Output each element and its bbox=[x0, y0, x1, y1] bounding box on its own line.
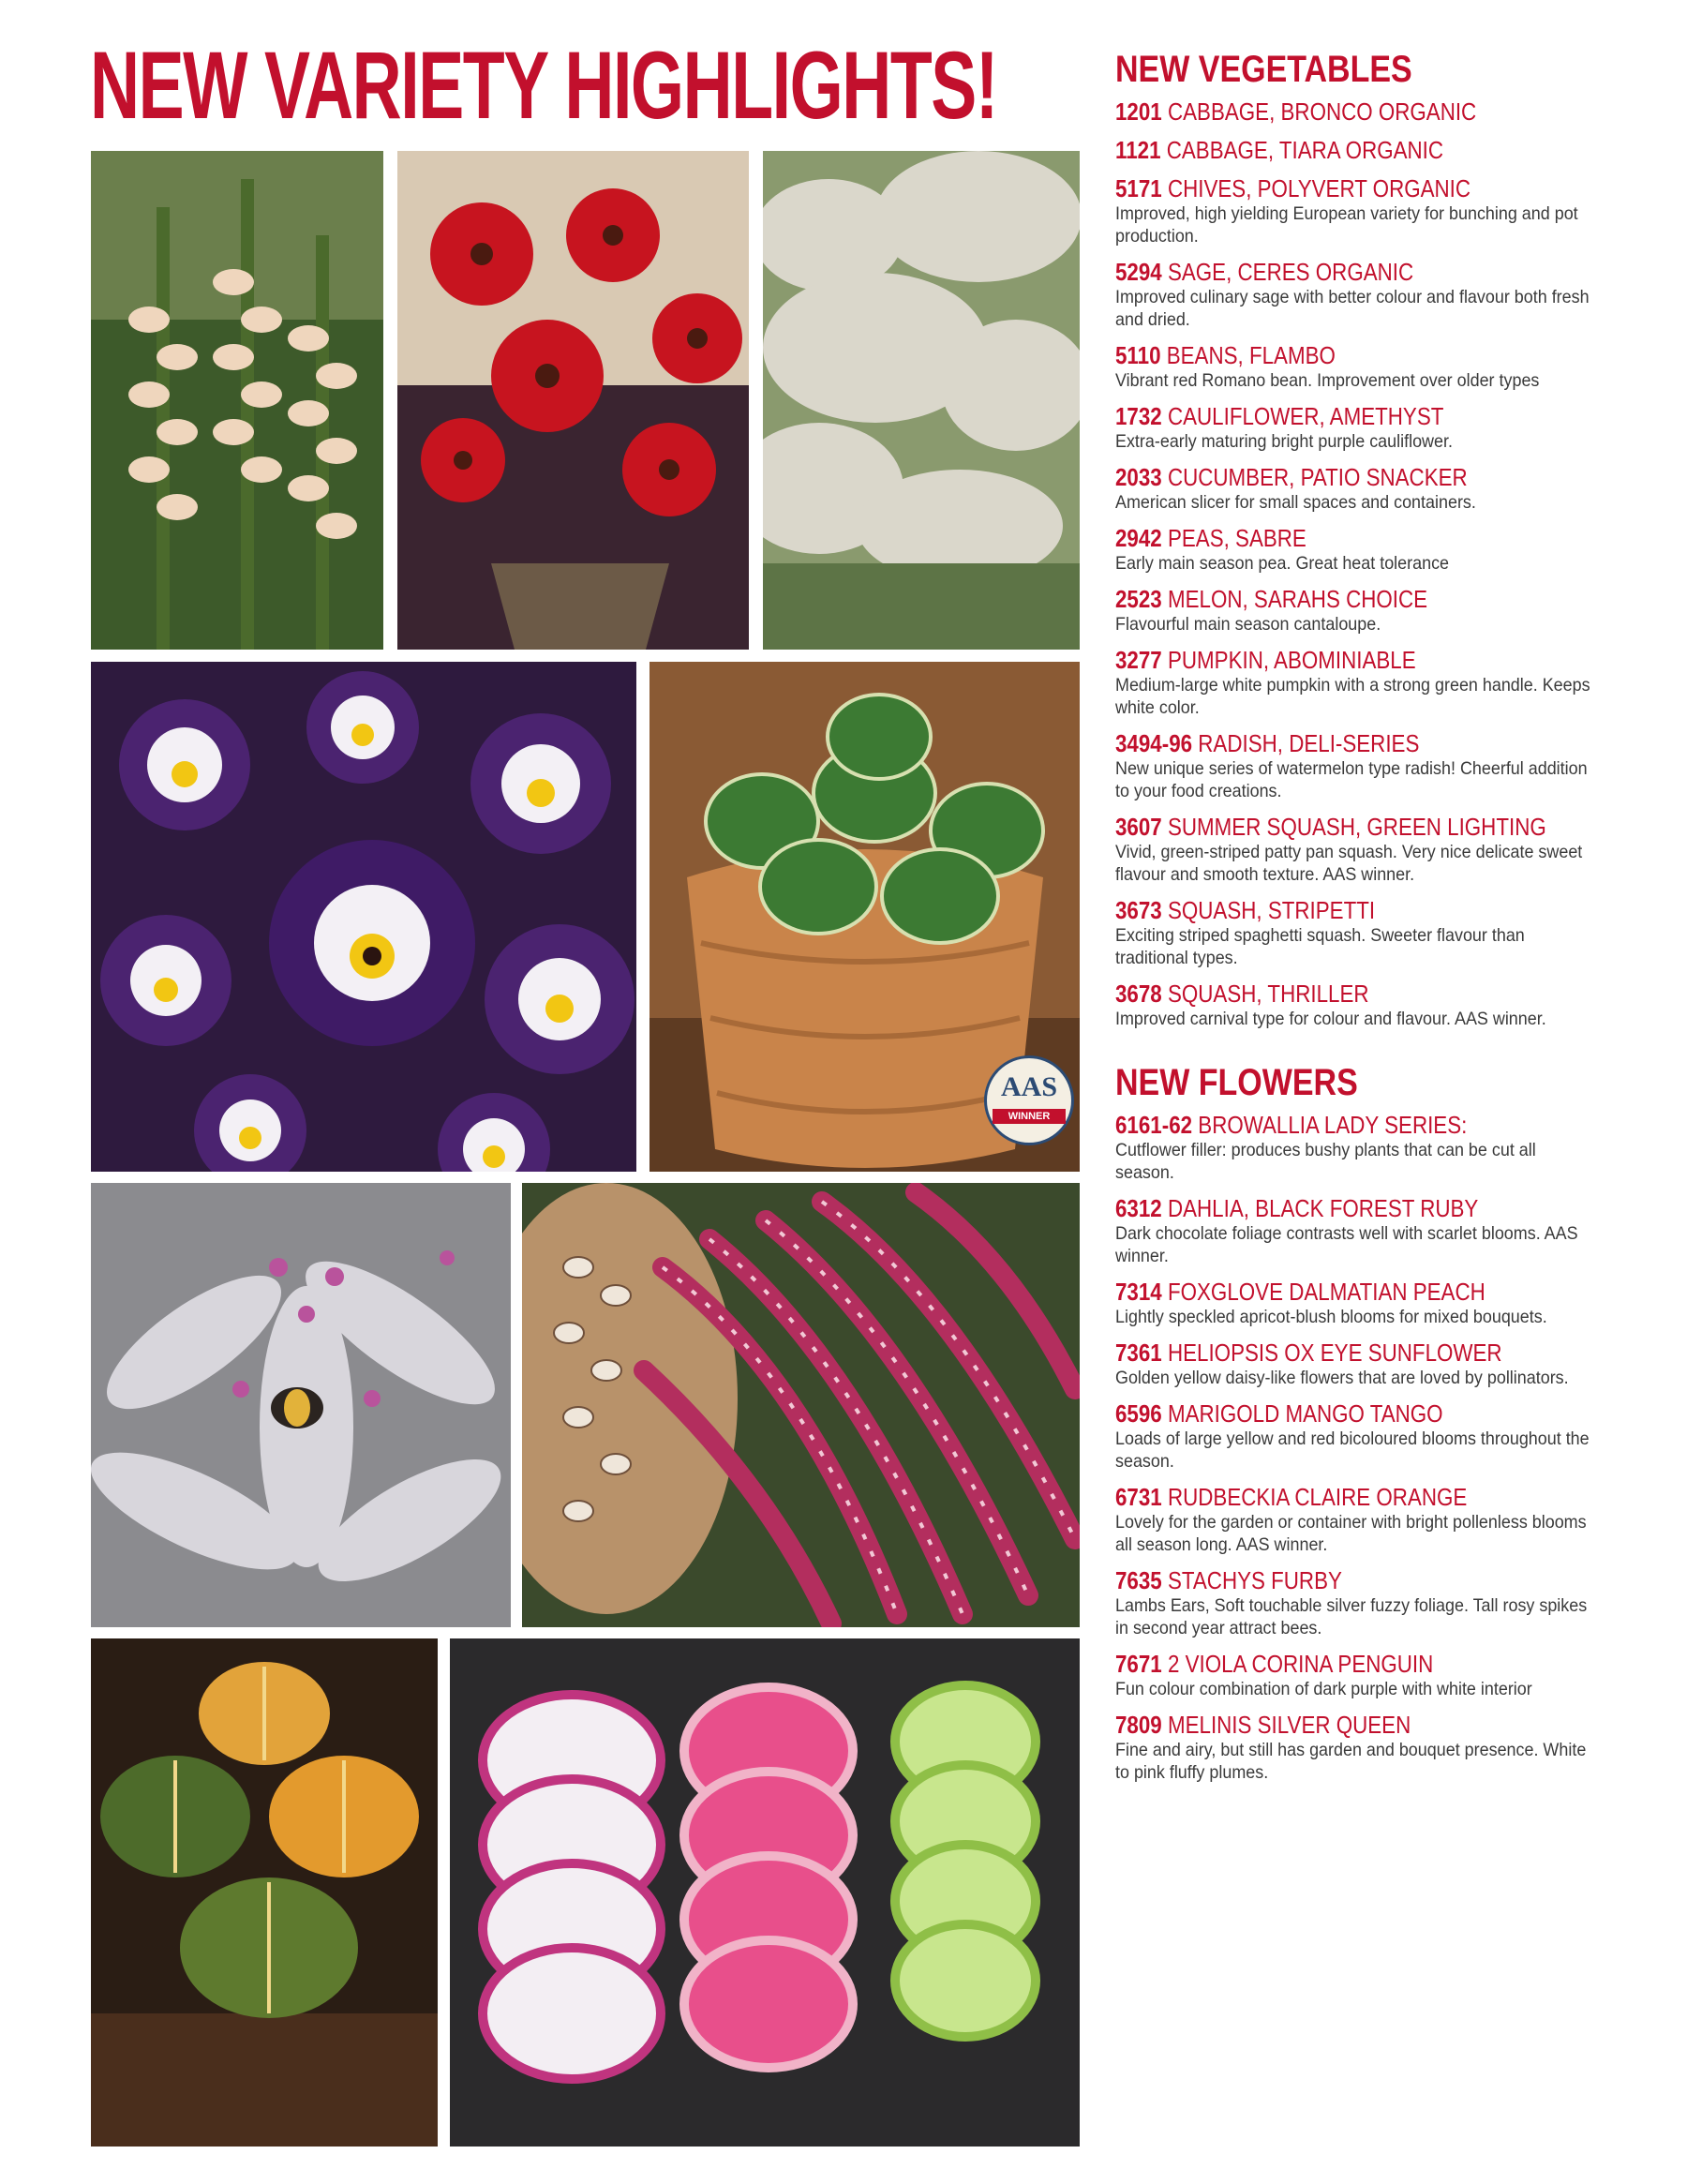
item-description: Improved carnival type for colour and flavour. AAS winner. bbox=[1115, 1009, 1546, 1029]
item-heading bbox=[1115, 1399, 1534, 1428]
item-description: Lightly speckled apricot-blush blooms for mixed bouquets. bbox=[1115, 1307, 1547, 1327]
item-name: CUCUMBER, PATIO SNACKER bbox=[1167, 463, 1468, 491]
item-name: FOXGLOVE DALMATIAN PEACH bbox=[1167, 1278, 1485, 1306]
item-name: PUMPKIN, ABOMINIABLE bbox=[1167, 646, 1416, 674]
item-heading bbox=[1115, 402, 1534, 430]
viola-photo bbox=[91, 662, 636, 1172]
list-item bbox=[1115, 258, 1603, 331]
item-heading bbox=[1115, 1711, 1534, 1739]
item-description: Lambs Ears, Soft touchable silver fuzzy foliage. Tall rosy spikes in second year attract bees. bbox=[1115, 1595, 1588, 1638]
item-code: 1121 bbox=[1115, 136, 1161, 164]
item-code: 6731 bbox=[1115, 1483, 1162, 1511]
item-heading bbox=[1115, 341, 1534, 369]
item-heading bbox=[1115, 980, 1534, 1008]
item-code: 3673 bbox=[1115, 896, 1162, 924]
item-name: HELIOPSIS OX EYE SUNFLOWER bbox=[1167, 1339, 1502, 1367]
item-description: Dark chocolate foliage contrasts well with scarlet blooms. AAS winner. bbox=[1115, 1223, 1578, 1266]
foxglove-photo bbox=[91, 151, 383, 650]
item-heading bbox=[1115, 585, 1534, 613]
item-name: SQUASH, STRIPETTI bbox=[1167, 896, 1376, 924]
list-item bbox=[1115, 1111, 1603, 1184]
item-name: DAHLIA, BLACK FOREST RUBY bbox=[1167, 1194, 1479, 1222]
item-description: Early main season pea. Great heat tolerance bbox=[1115, 553, 1450, 574]
item-code: 7671 bbox=[1115, 1650, 1162, 1678]
item-description: New unique series of watermelon type radish! Cheerful addition to your food creations. bbox=[1115, 758, 1588, 801]
item-name: SAGE, CERES ORGANIC bbox=[1167, 258, 1414, 286]
item-description: Vivid, green-striped patty pan squash. Very nice delicate sweet flavour and smooth texture. AAS winner. bbox=[1115, 842, 1583, 885]
item-name: CABBAGE, BRONCO ORGANIC bbox=[1167, 97, 1477, 126]
melinis-photo bbox=[763, 151, 1080, 650]
list-item bbox=[1115, 1711, 1603, 1784]
variety-list bbox=[1115, 47, 1603, 1794]
dahlia-photo bbox=[397, 151, 749, 650]
item-description: Medium-large white pumpkin with a strong green handle. Keeps white color. bbox=[1115, 675, 1590, 718]
item-code: 7635 bbox=[1115, 1566, 1162, 1594]
item-name: SUMMER SQUASH, GREEN LIGHTING bbox=[1167, 813, 1546, 841]
item-code: 1201 bbox=[1115, 97, 1162, 126]
item-code: 5294 bbox=[1115, 258, 1162, 286]
item-code: 1732 bbox=[1115, 402, 1162, 430]
item-heading bbox=[1115, 1483, 1534, 1511]
list-item bbox=[1115, 524, 1603, 575]
item-code: 5171 bbox=[1115, 174, 1162, 202]
list-item bbox=[1115, 1339, 1603, 1389]
item-name: CHIVES, POLYVERT ORGANIC bbox=[1167, 174, 1471, 202]
item-code: 3277 bbox=[1115, 646, 1162, 674]
item-description: American slicer for small spaces and containers. bbox=[1115, 492, 1476, 513]
list-item bbox=[1115, 646, 1603, 719]
beans-photo bbox=[522, 1183, 1080, 1627]
list-item bbox=[1115, 729, 1603, 802]
item-heading bbox=[1115, 1278, 1534, 1306]
item-heading bbox=[1115, 524, 1534, 552]
list-item bbox=[1115, 97, 1603, 126]
item-heading bbox=[1115, 1566, 1534, 1594]
item-description: Cutflower filler: produces bushy plants that can be cut all season. bbox=[1115, 1140, 1536, 1183]
item-code: 7361 bbox=[1115, 1339, 1162, 1367]
item-code: 5110 bbox=[1115, 341, 1161, 369]
aas-winner-badge bbox=[984, 1055, 1074, 1145]
item-heading bbox=[1115, 1650, 1534, 1678]
item-code: 3607 bbox=[1115, 813, 1162, 841]
list-item bbox=[1115, 402, 1603, 453]
item-name: BEANS, FLAMBO bbox=[1166, 341, 1336, 369]
item-code: 3678 bbox=[1115, 980, 1162, 1008]
item-code: 3494-96 bbox=[1115, 729, 1193, 757]
item-description: Lovely for the garden or container with bright pollenless blooms all season long. AAS winner. bbox=[1115, 1512, 1587, 1555]
page-title: NEW VARIETY HIGHLIGHTS! bbox=[90, 32, 997, 139]
aas-badge-top: AAS bbox=[1000, 1071, 1057, 1102]
item-description: Loads of large yellow and red bicoloured blooms throughout the season. bbox=[1115, 1429, 1590, 1472]
flowers-list bbox=[1115, 1111, 1603, 1784]
item-code: 7314 bbox=[1115, 1278, 1162, 1306]
list-item bbox=[1115, 585, 1603, 636]
item-name: MELON, SARAHS CHOICE bbox=[1167, 585, 1428, 613]
item-heading bbox=[1115, 646, 1534, 674]
item-heading bbox=[1115, 97, 1534, 126]
item-heading bbox=[1115, 1194, 1534, 1222]
aas-badge-bottom: WINNER bbox=[993, 1109, 1066, 1124]
item-heading bbox=[1115, 1111, 1534, 1139]
item-heading bbox=[1115, 136, 1534, 164]
item-heading bbox=[1115, 896, 1534, 924]
item-name: CAULIFLOWER, AMETHYST bbox=[1167, 402, 1444, 430]
list-item bbox=[1115, 174, 1603, 247]
item-name: PEAS, SABRE bbox=[1167, 524, 1306, 552]
list-item bbox=[1115, 1483, 1603, 1556]
item-description: Fine and airy, but still has garden and bouquet presence. White to pink fluffy plumes. bbox=[1115, 1740, 1587, 1783]
item-name: BROWALLIA LADY SERIES: bbox=[1198, 1111, 1468, 1139]
item-description: Improved culinary sage with better colour and flavour both fresh and dried. bbox=[1115, 287, 1590, 330]
item-description: Exciting striped spaghetti squash. Sweeter flavour than traditional types. bbox=[1115, 925, 1525, 968]
list-item bbox=[1115, 813, 1603, 886]
item-code: 6312 bbox=[1115, 1194, 1162, 1222]
item-name: SQUASH, THRILLER bbox=[1167, 980, 1369, 1008]
item-heading bbox=[1115, 813, 1546, 841]
item-heading bbox=[1115, 174, 1534, 202]
item-name: CABBAGE, TIARA ORGANIC bbox=[1166, 136, 1444, 164]
item-name: RADISH, DELI-SERIES bbox=[1198, 729, 1420, 757]
list-item bbox=[1115, 896, 1603, 969]
item-name: 2 VIOLA CORINA PENGUIN bbox=[1167, 1650, 1434, 1678]
item-heading bbox=[1115, 258, 1534, 286]
item-name: RUDBECKIA CLAIRE ORANGE bbox=[1167, 1483, 1468, 1511]
stachys-photo bbox=[91, 1183, 511, 1627]
item-code: 6596 bbox=[1115, 1399, 1162, 1428]
item-description: Improved, high yielding European variety for bunching and pot production. bbox=[1115, 203, 1578, 247]
list-item bbox=[1115, 1650, 1603, 1700]
item-description: Vibrant red Romano bean. Improvement over older types bbox=[1115, 370, 1540, 391]
list-item bbox=[1115, 1399, 1603, 1473]
item-description: Fun colour combination of dark purple with white interior bbox=[1115, 1679, 1532, 1699]
item-name: MARIGOLD MANGO TANGO bbox=[1167, 1399, 1443, 1428]
carnival-squash-photo bbox=[91, 1638, 438, 2147]
list-item bbox=[1115, 1566, 1603, 1639]
vegetables-list bbox=[1115, 97, 1603, 1030]
list-item bbox=[1115, 1194, 1603, 1267]
item-description: Extra-early maturing bright purple cauliflower. bbox=[1115, 431, 1453, 452]
item-code: 6161-62 bbox=[1115, 1111, 1193, 1139]
item-heading bbox=[1115, 729, 1534, 757]
vegetables-heading: NEW VEGETABLES bbox=[1115, 49, 1412, 90]
item-code: 2033 bbox=[1115, 463, 1162, 491]
list-item bbox=[1115, 136, 1603, 164]
item-description: Golden yellow daisy-like flowers that are loved by pollinators. bbox=[1115, 1368, 1569, 1388]
list-item bbox=[1115, 341, 1603, 392]
item-heading bbox=[1115, 463, 1534, 491]
radish-slices-photo bbox=[450, 1638, 1080, 2147]
item-name: STACHYS FURBY bbox=[1167, 1566, 1342, 1594]
list-item bbox=[1115, 1278, 1603, 1328]
item-heading bbox=[1115, 1339, 1534, 1367]
item-name: MELINIS SILVER QUEEN bbox=[1167, 1711, 1411, 1739]
item-code: 2942 bbox=[1115, 524, 1162, 552]
item-code: 2523 bbox=[1115, 585, 1162, 613]
flowers-heading: NEW FLOWERS bbox=[1115, 1062, 1358, 1103]
item-description: Flavourful main season cantaloupe. bbox=[1115, 614, 1381, 635]
list-item bbox=[1115, 980, 1603, 1030]
item-code: 7809 bbox=[1115, 1711, 1162, 1739]
list-item bbox=[1115, 463, 1603, 514]
squash-basket-photo bbox=[649, 662, 1080, 1172]
